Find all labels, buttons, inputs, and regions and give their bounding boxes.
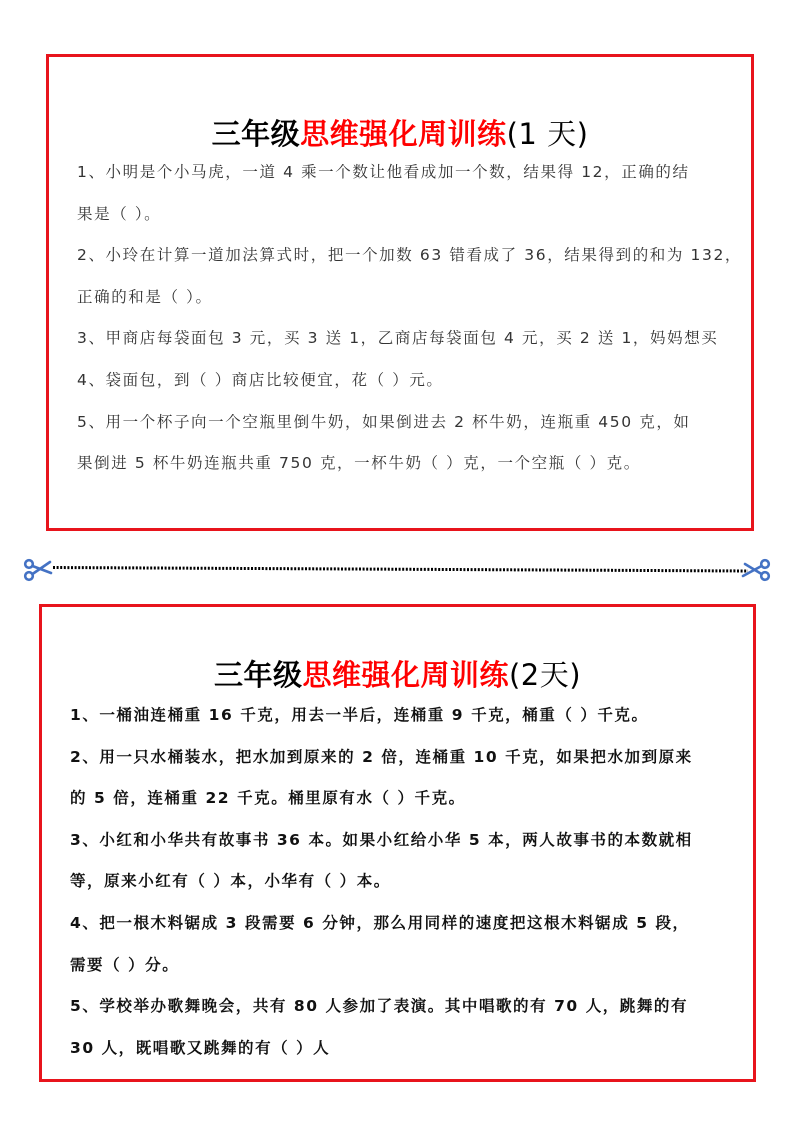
- question-line: 正确的和是（ ）。: [77, 287, 213, 306]
- question-line: 需要（ ）分。: [70, 955, 180, 974]
- title-day: (2天): [508, 658, 582, 693]
- question-line: 30 人，既唱歌又跳舞的有（ ）人: [70, 1038, 331, 1057]
- question-line: 4、袋面包，到（ ）商店比较便宜，花（ ）元。: [77, 370, 444, 389]
- question-list: [42, 695, 753, 1069]
- question-line: 2、用一只水桶装水，把水加到原来的 2 倍，连桶重 10 千克，如果把水加到原来: [70, 747, 693, 766]
- question-line: 果倒进 5 杯牛奶连瓶共重 750 克，一杯牛奶（ ）克，一个空瓶（ ）克。: [77, 454, 641, 473]
- worksheet-day-1: [46, 54, 754, 531]
- question-line: 的 5 倍，连桶重 22 千克。桶里原有水（ ）千克。: [70, 789, 466, 808]
- scissors-icon: [743, 560, 769, 580]
- worksheet-day-2: [39, 604, 756, 1082]
- question-line: 4、把一根木料锯成 3 段需要 6 分钟，那么用同样的速度把这根木料锯成 5 段，: [70, 913, 690, 932]
- scissors-icon: [25, 560, 51, 580]
- worksheet-title: [42, 657, 753, 693]
- title-day: (1 天): [506, 117, 589, 152]
- question-line: 3、甲商店每袋面包 3 元，买 3 送 1，乙商店每袋面包 4 元，买 2 送 1，妈妈想买: [77, 329, 719, 348]
- question-line: 1、小明是个小马虎，一道 4 乘一个数让他看成加一个数，结果得 12，正确的结: [77, 163, 690, 181]
- cut-line: [20, 556, 776, 584]
- question-line: 1、一桶油连桶重 16 千克，用去一半后，连桶重 9 千克，桶重（ ）千克。: [70, 706, 649, 724]
- question-line: 3、小红和小华共有故事书 36 本。如果小红给小华 5 本，两人故事书的本数就相: [70, 830, 693, 849]
- question-line: 果是（ ）。: [77, 204, 162, 223]
- title-grade: 三年级: [213, 658, 303, 693]
- question-line: 5、用一个杯子向一个空瓶里倒牛奶，如果倒进去 2 杯牛奶，连瓶重 450 克，如: [77, 412, 691, 431]
- question-line: 等，原来小红有（ ）本，小华有（ ）本。: [70, 872, 391, 891]
- dotted-cut-line: [53, 568, 748, 572]
- question-line: 2、小玲在计算一道加法算式时，把一个加数 63 错看成了 36，结果得到的和为 132，: [77, 246, 743, 265]
- worksheet-title: [49, 116, 751, 152]
- title-highlight: 思维强化周训练: [302, 658, 509, 693]
- question-line: 5、学校举办歌舞晚会，共有 80 人参加了表演。其中唱歌的有 70 人，跳舞的有: [70, 997, 689, 1016]
- question-list: [49, 152, 751, 485]
- title-grade: 三年级: [211, 117, 301, 152]
- title-highlight: 思维强化周训练: [300, 117, 507, 152]
